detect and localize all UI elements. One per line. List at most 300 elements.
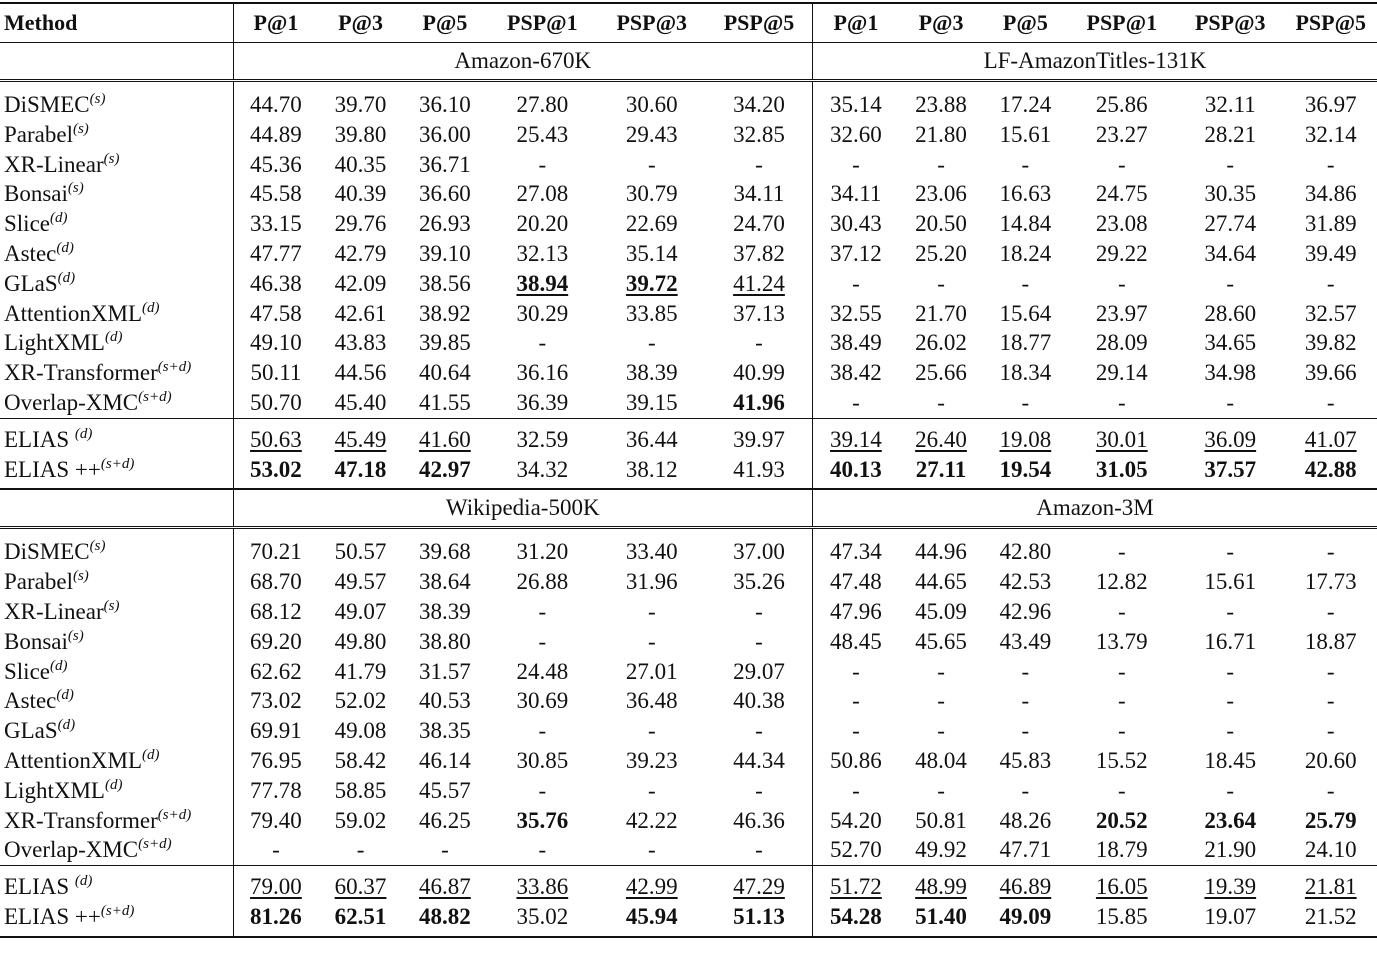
value-text: 29.76 — [334, 211, 387, 237]
value-text: 48.45 — [830, 628, 882, 654]
value-text: 39.14 — [830, 426, 882, 452]
value-text: - — [1117, 270, 1126, 296]
column-header: P@3 — [918, 10, 964, 35]
value-cell — [1285, 835, 1377, 865]
value-cell — [233, 328, 318, 358]
value-text: 42.96 — [999, 598, 1052, 624]
value-cell — [983, 455, 1067, 490]
value-text: 30.35 — [1204, 181, 1257, 207]
value-cell — [487, 627, 597, 657]
value-cell — [1285, 239, 1377, 269]
table-row — [0, 299, 1377, 329]
value-cell — [598, 528, 706, 567]
value-cell — [318, 686, 402, 716]
value-text: 46.14 — [419, 747, 471, 773]
value-cell — [1068, 239, 1176, 269]
value-text: 38.39 — [625, 360, 678, 386]
method-tag: (d) — [104, 329, 123, 346]
value-text: 27.74 — [1204, 211, 1257, 237]
method-name: AttentionXML — [4, 300, 142, 326]
value-text: - — [755, 598, 763, 624]
value-cell — [1285, 597, 1377, 627]
value-text: 33.86 — [516, 874, 569, 900]
method-cell — [0, 835, 233, 865]
value-text: 44.96 — [915, 539, 967, 565]
method-name: DiSMEC — [4, 92, 90, 117]
value-text: - — [647, 330, 656, 356]
value-cell — [598, 866, 706, 902]
value-text: 50.11 — [250, 360, 302, 386]
method-name: LightXML — [4, 330, 105, 356]
value-text: - — [937, 151, 945, 177]
value-text: - — [1326, 270, 1335, 296]
value-cell — [318, 657, 402, 687]
value-text: 26.88 — [516, 569, 569, 595]
value-cell — [812, 358, 898, 388]
value-cell — [983, 866, 1067, 902]
value-text: - — [852, 389, 860, 415]
value-text: 34.11 — [733, 181, 785, 207]
value-cell — [983, 120, 1067, 150]
method-name: AttentionXML — [4, 747, 142, 773]
value-text: 46.87 — [419, 874, 471, 900]
value-text: 25.86 — [1095, 92, 1148, 117]
value-cell — [899, 902, 983, 937]
value-text: 21.70 — [915, 300, 967, 326]
value-text: - — [1117, 718, 1126, 744]
value-text: 32.57 — [1304, 300, 1357, 326]
method-tag: (s) — [89, 91, 106, 107]
value-cell — [598, 806, 706, 836]
value-text: 47.96 — [830, 598, 882, 624]
method-name: XR-Transformer — [4, 360, 158, 386]
value-cell — [983, 81, 1067, 120]
method-name: Parabel — [4, 121, 73, 147]
value-cell — [1176, 528, 1284, 567]
table-row — [0, 806, 1377, 836]
value-cell — [812, 328, 898, 358]
value-cell — [318, 328, 402, 358]
value-text: 70.21 — [250, 539, 302, 565]
value-cell — [983, 418, 1067, 454]
value-cell — [983, 776, 1067, 806]
method-tag: (d) — [56, 239, 74, 256]
value-text: 32.55 — [830, 300, 882, 326]
value-cell — [899, 328, 983, 358]
value-cell — [899, 358, 983, 388]
value-cell — [1285, 902, 1377, 937]
table-row — [0, 358, 1377, 388]
value-cell — [598, 567, 706, 597]
value-text: - — [1226, 151, 1235, 177]
value-text: - — [647, 151, 656, 177]
value-cell — [706, 418, 812, 454]
value-cell — [1176, 866, 1284, 902]
value-cell — [706, 835, 812, 865]
value-cell — [706, 746, 812, 776]
value-text: 48.99 — [915, 874, 967, 900]
value-text: 52.02 — [334, 688, 387, 714]
value-text: - — [356, 837, 365, 863]
method-name: ELIAS — [4, 874, 75, 900]
column-header: PSP@1 — [1086, 10, 1158, 35]
value-text: 33.15 — [250, 211, 302, 237]
value-cell — [598, 120, 706, 150]
value-text: 59.02 — [334, 807, 387, 833]
method-cell — [0, 627, 233, 657]
table-row — [0, 776, 1377, 806]
method-cell — [0, 806, 233, 836]
value-cell — [487, 746, 597, 776]
value-text: 45.58 — [250, 181, 302, 207]
value-cell — [233, 358, 318, 388]
value-text: 30.29 — [516, 300, 569, 326]
value-text: - — [852, 777, 860, 803]
value-cell — [318, 179, 402, 209]
value-text: 39.68 — [419, 539, 471, 565]
method-cell — [0, 328, 233, 358]
value-text: 45.57 — [419, 777, 471, 803]
value-cell — [983, 528, 1067, 567]
value-cell — [983, 239, 1067, 269]
value-cell — [403, 716, 487, 746]
value-text: 25.43 — [516, 121, 569, 147]
value-cell — [1068, 716, 1176, 746]
value-cell — [403, 902, 487, 937]
value-text: 34.20 — [733, 92, 785, 117]
value-cell — [1068, 455, 1176, 490]
elias-row — [0, 902, 1377, 937]
value-text: 50.57 — [334, 539, 387, 565]
value-cell — [318, 81, 402, 120]
value-cell — [1285, 866, 1377, 902]
value-cell — [598, 150, 706, 180]
method-tag: (d) — [50, 210, 68, 227]
value-cell — [598, 418, 706, 454]
method-cell — [0, 597, 233, 627]
value-text: - — [755, 628, 763, 654]
value-cell — [233, 81, 318, 120]
value-cell — [598, 776, 706, 806]
method-cell — [0, 567, 233, 597]
method-tag: (s+d) — [138, 388, 172, 405]
value-cell — [233, 835, 318, 865]
value-text: 51.72 — [830, 874, 882, 900]
value-text: 23.97 — [1095, 300, 1148, 326]
value-text: 31.89 — [1304, 211, 1357, 237]
value-text: 46.25 — [419, 807, 471, 833]
table-row — [0, 179, 1377, 209]
value-text: - — [441, 837, 449, 863]
value-text: 39.49 — [1304, 240, 1357, 266]
value-text: 58.42 — [334, 747, 387, 773]
table-row — [0, 657, 1377, 687]
value-cell — [812, 418, 898, 454]
value-text: 42.22 — [625, 807, 678, 833]
value-text: 51.40 — [915, 903, 967, 929]
value-cell — [1176, 209, 1284, 239]
value-cell — [983, 358, 1067, 388]
dataset-name: Amazon-670K — [233, 43, 812, 81]
value-text: 30.60 — [625, 92, 678, 117]
value-text: 28.21 — [1204, 121, 1257, 147]
method-name: Overlap-XMC — [4, 389, 139, 415]
value-cell — [899, 806, 983, 836]
method-cell — [0, 657, 233, 687]
value-cell — [233, 418, 318, 454]
method-name: ELIAS ++ — [4, 903, 101, 929]
empty-cell — [0, 43, 233, 81]
value-text: 16.05 — [1095, 874, 1148, 900]
value-text: - — [1021, 151, 1030, 177]
column-header: PSP@3 — [616, 10, 688, 35]
value-cell — [318, 388, 402, 418]
value-text: - — [538, 628, 547, 654]
value-cell — [706, 776, 812, 806]
value-text: 68.12 — [250, 598, 302, 624]
value-cell — [899, 388, 983, 418]
value-cell — [899, 455, 983, 490]
value-text: 37.57 — [1204, 456, 1257, 482]
method-tag: (s) — [72, 568, 89, 585]
value-text: - — [1226, 718, 1235, 744]
method-name: XR-Linear — [4, 151, 104, 177]
empty-cell — [0, 489, 233, 528]
value-text: 41.79 — [334, 658, 387, 684]
value-text: 35.14 — [830, 92, 882, 117]
value-cell — [233, 388, 318, 418]
value-text: 37.82 — [733, 240, 785, 266]
value-cell — [318, 597, 402, 627]
method-tag: (s+d) — [157, 806, 192, 823]
value-cell — [487, 179, 597, 209]
value-text: 49.09 — [999, 903, 1052, 929]
value-cell — [318, 269, 402, 299]
value-text: 38.12 — [625, 456, 678, 482]
value-text: - — [538, 598, 547, 624]
value-text: 81.26 — [250, 903, 302, 929]
value-text: 47.71 — [999, 837, 1052, 863]
value-text: 12.82 — [1095, 569, 1148, 595]
value-cell — [1068, 358, 1176, 388]
value-cell — [1285, 686, 1377, 716]
value-cell — [812, 716, 898, 746]
table-row — [0, 81, 1377, 120]
value-cell — [233, 686, 318, 716]
value-cell — [403, 150, 487, 180]
value-cell — [1285, 150, 1377, 180]
value-text: 48.26 — [999, 807, 1052, 833]
method-tag: (d) — [74, 873, 93, 890]
value-cell — [598, 902, 706, 937]
value-cell — [1176, 806, 1284, 836]
column-header: PSP@5 — [723, 10, 795, 35]
value-text: 47.48 — [830, 569, 882, 595]
value-cell — [706, 328, 812, 358]
value-text: 44.34 — [733, 747, 785, 773]
value-text: 36.71 — [419, 151, 471, 177]
value-text: 29.43 — [625, 121, 678, 147]
value-cell — [812, 866, 898, 902]
value-cell — [318, 627, 402, 657]
value-text: - — [1021, 777, 1030, 803]
value-text: - — [755, 330, 763, 356]
value-cell — [598, 358, 706, 388]
value-cell — [1285, 328, 1377, 358]
value-cell — [899, 418, 983, 454]
value-cell — [1068, 597, 1176, 627]
value-text: - — [538, 718, 547, 744]
value-text: 20.20 — [516, 211, 569, 237]
value-text: 46.36 — [733, 807, 785, 833]
value-text: 16.63 — [999, 181, 1052, 207]
value-cell — [487, 567, 597, 597]
value-text: 17.24 — [999, 92, 1052, 117]
value-cell — [812, 746, 898, 776]
value-text: 39.85 — [419, 330, 471, 356]
value-text: 23.64 — [1204, 807, 1257, 833]
value-cell — [403, 239, 487, 269]
value-cell — [983, 567, 1067, 597]
value-text: - — [937, 658, 945, 684]
value-text: 27.80 — [516, 92, 569, 117]
value-cell — [1068, 567, 1176, 597]
value-cell — [487, 120, 597, 150]
value-cell — [706, 358, 812, 388]
method-tag: (d) — [104, 776, 123, 793]
method-tag: (d) — [50, 657, 68, 674]
value-cell — [403, 835, 487, 865]
value-text: 30.43 — [830, 211, 882, 237]
value-text: 40.35 — [334, 151, 387, 177]
method-tag: (d) — [56, 687, 74, 704]
value-text: - — [1326, 598, 1335, 624]
value-cell — [899, 269, 983, 299]
value-cell — [403, 269, 487, 299]
value-cell — [487, 776, 597, 806]
value-cell — [983, 299, 1067, 329]
value-text: 36.48 — [625, 688, 678, 714]
method-tag: (d) — [142, 746, 160, 763]
value-text: 35.14 — [625, 240, 678, 266]
value-text: - — [647, 598, 656, 624]
method-tag: (s+d) — [100, 455, 135, 472]
value-text: 16.71 — [1204, 628, 1257, 654]
value-cell — [1176, 776, 1284, 806]
value-cell — [983, 716, 1067, 746]
value-cell — [598, 209, 706, 239]
value-cell — [403, 358, 487, 388]
value-text: 32.11 — [1204, 92, 1256, 117]
method-name: Parabel — [4, 569, 73, 595]
value-text: 15.64 — [999, 300, 1052, 326]
value-cell — [318, 716, 402, 746]
value-text: 30.79 — [625, 181, 678, 207]
method-name: Slice — [4, 211, 50, 237]
value-text: 39.66 — [1304, 360, 1357, 386]
value-text: 62.62 — [250, 658, 302, 684]
value-text: 36.60 — [419, 181, 471, 207]
value-cell — [598, 299, 706, 329]
method-cell — [0, 150, 233, 180]
method-header: Method — [4, 10, 78, 35]
value-cell — [983, 902, 1067, 937]
value-cell — [706, 528, 812, 567]
method-cell — [0, 299, 233, 329]
column-header: P@1 — [812, 3, 898, 43]
value-cell — [1285, 567, 1377, 597]
value-cell — [812, 835, 898, 865]
value-cell — [1285, 716, 1377, 746]
value-text: 32.59 — [516, 426, 569, 452]
method-cell — [0, 776, 233, 806]
value-cell — [1176, 388, 1284, 418]
value-cell — [706, 567, 812, 597]
dataset-name: Wikipedia-500K — [233, 489, 812, 528]
value-text: 47.77 — [250, 240, 302, 266]
value-cell — [1285, 627, 1377, 657]
value-cell — [318, 776, 402, 806]
value-cell — [1176, 455, 1284, 490]
value-text: 15.52 — [1095, 747, 1148, 773]
value-cell — [598, 657, 706, 687]
value-text: 58.85 — [334, 777, 387, 803]
value-cell — [487, 81, 597, 120]
value-cell — [1176, 902, 1284, 937]
value-cell — [1176, 627, 1284, 657]
value-text: - — [1117, 389, 1126, 415]
value-text: 45.09 — [915, 598, 967, 624]
value-text: 37.13 — [733, 300, 785, 326]
dataset-header-row — [0, 43, 1377, 81]
value-text: - — [1021, 718, 1030, 744]
value-text: 34.65 — [1204, 330, 1257, 356]
value-text: 32.14 — [1304, 121, 1357, 147]
method-name: ELIAS ++ — [4, 456, 101, 482]
value-text: 24.48 — [516, 658, 569, 684]
value-text: 39.70 — [334, 92, 387, 117]
method-cell — [0, 418, 233, 454]
value-text: 68.70 — [250, 569, 302, 595]
value-cell — [598, 627, 706, 657]
value-text: 42.97 — [419, 456, 471, 482]
value-cell — [318, 299, 402, 329]
value-text: - — [1117, 151, 1126, 177]
value-cell — [1176, 150, 1284, 180]
value-cell — [487, 806, 597, 836]
value-cell — [598, 686, 706, 716]
method-tag: (s) — [103, 150, 120, 167]
value-cell — [1068, 328, 1176, 358]
value-text: 32.60 — [830, 121, 882, 147]
value-text: 39.72 — [625, 270, 678, 296]
value-cell — [403, 657, 487, 687]
value-text: 49.07 — [334, 598, 387, 624]
value-cell — [487, 657, 597, 687]
value-text: - — [755, 718, 763, 744]
value-text: 18.45 — [1204, 747, 1257, 773]
value-cell — [1176, 239, 1284, 269]
value-cell — [899, 597, 983, 627]
value-cell — [403, 120, 487, 150]
value-cell — [403, 567, 487, 597]
value-text: 23.27 — [1095, 121, 1148, 147]
value-text: 42.99 — [625, 874, 678, 900]
value-text: 41.93 — [733, 456, 785, 482]
value-text: - — [1326, 718, 1335, 744]
value-cell — [403, 776, 487, 806]
value-text: 49.08 — [334, 718, 387, 744]
